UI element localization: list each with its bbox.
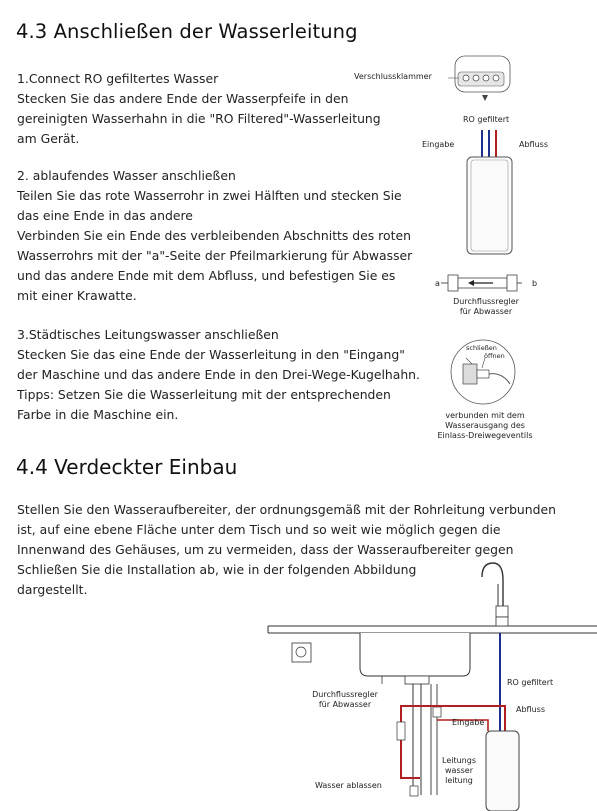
bottom-regulator-line: Durchflussregler bbox=[312, 690, 378, 699]
step-2-line: 2. ablaufendes Wasser anschließen bbox=[17, 168, 236, 183]
inlet-label: Eingabe bbox=[422, 140, 455, 149]
tap-water-line: wasser bbox=[445, 766, 473, 775]
ro-filtered-label: RO gefiltert bbox=[463, 115, 510, 124]
step-3-line: Stecken Sie das eine Ende der Wasserleitung in den "Eingang" bbox=[17, 347, 405, 362]
body-line: Stellen Sie den Wasseraufbereiter, der ordnungsgemäß mit der Rohrleitung verbunden bbox=[17, 502, 556, 517]
step-2-line: und das andere Ende mit dem Abfluss, und befestigen Sie es bbox=[17, 268, 396, 283]
tap-water-line: Leitungs bbox=[442, 756, 476, 765]
body-line: Schließen Sie die Installation ab, wie in der folgenden Abbildung bbox=[17, 562, 417, 577]
bottom-regulator-caption bbox=[303, 690, 387, 710]
step-1-line: Stecken Sie das andere Ende der Wasserpfeife in den bbox=[17, 91, 349, 106]
flow-regulator-illustration bbox=[441, 275, 522, 291]
regulator-caption bbox=[448, 297, 524, 317]
step-2-line: das eine Ende in das andere bbox=[17, 208, 193, 223]
discharge-label: Wasser ablassen bbox=[315, 781, 382, 790]
bottom-inlet-label: Eingabe bbox=[452, 718, 485, 727]
section-heading-4-3: 4.3 Anschließen der Wasserleitung bbox=[16, 20, 358, 43]
step-1-line: am Gerät. bbox=[17, 131, 80, 146]
tap-water-line: leitung bbox=[445, 776, 473, 785]
valve-caption bbox=[425, 411, 545, 441]
step-1-line: gereinigten Wasserhahn in die "RO Filtered"-Wasserleitung bbox=[17, 111, 381, 126]
step-1-line: 1.Connect RO gefiltertes Wasser bbox=[17, 71, 219, 86]
step-2-line: Wasserrohrs mit der "a"-Seite der Pfeilmarkierung für Abwasser bbox=[17, 248, 413, 263]
section-heading-4-4: 4.4 Verdeckter Einbau bbox=[16, 455, 238, 479]
step-2-line: mit einer Krawatte. bbox=[17, 288, 137, 303]
tap-water-caption bbox=[439, 756, 479, 786]
valve-caption-line: verbunden mit dem bbox=[445, 411, 525, 420]
clip-label: Verschlussklammer bbox=[354, 72, 432, 81]
section-4-4-body bbox=[17, 500, 556, 600]
drain-label: Abfluss bbox=[519, 140, 548, 149]
valve-close-label: schließen bbox=[466, 344, 497, 352]
bottom-ro-filtered-label: RO gefiltert bbox=[507, 678, 554, 687]
regulator-side-b-label: b bbox=[532, 279, 538, 288]
filter-unit-illustration bbox=[467, 130, 512, 254]
bottom-drain-label: Abfluss bbox=[516, 705, 545, 714]
step-2-line: Verbinden Sie ein Ende des verbleibenden Abschnitts des roten bbox=[17, 228, 411, 243]
step-3-line: Farbe in die Maschine ein. bbox=[17, 407, 179, 422]
body-line: ist, auf eine ebene Fläche unter dem Tisch und so weit wie möglich gegen die bbox=[17, 522, 501, 537]
regulator-caption-line: für Abwasser bbox=[459, 307, 513, 316]
valve-caption-line: Wasserausgang des bbox=[445, 421, 525, 430]
step-3-line: 3.Städtisches Leitungswasser anschließen bbox=[17, 327, 279, 342]
valve-caption-line: Einlass-Dreiwegeventils bbox=[437, 431, 533, 440]
valve-open-label: öffnen bbox=[484, 352, 505, 360]
step-3-line: der Maschine und das andere Ende in den Drei-Wege-Kugelhahn. bbox=[17, 367, 420, 382]
regulator-caption-line: Durchflussregler bbox=[453, 297, 519, 306]
body-line: Innenwand des Gehäuses, um zu vermeiden, dass der Wasseraufbereiter gegen bbox=[17, 542, 514, 557]
body-line: dargestellt. bbox=[17, 582, 88, 597]
bottom-regulator-line: für Abwasser bbox=[318, 700, 372, 709]
regulator-side-a-label: a bbox=[435, 279, 440, 288]
step-2-line: Teilen Sie das rote Wasserrohr in zwei Hälften und stecken Sie bbox=[17, 188, 402, 203]
step-3-line: Tipps: Setzen Sie die Wasserleitung mit der entsprechenden bbox=[17, 387, 391, 402]
clip-detail-illustration bbox=[448, 56, 510, 101]
